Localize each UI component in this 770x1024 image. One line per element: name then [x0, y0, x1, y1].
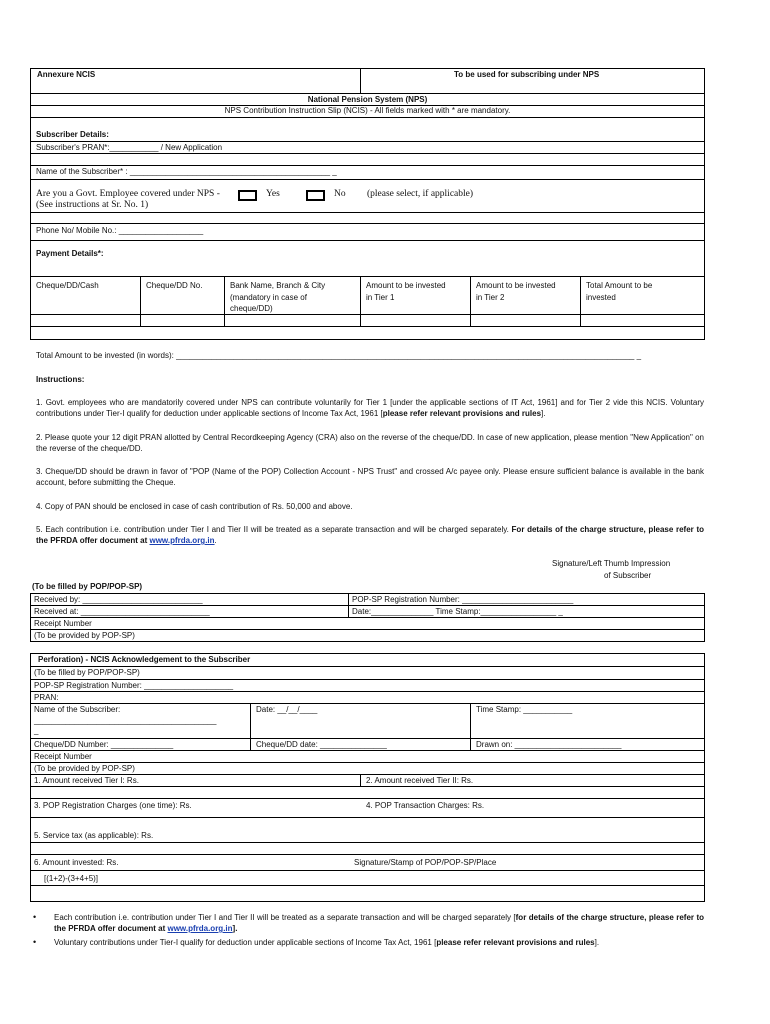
col-amount-tier2: Amount to be invested [476, 281, 556, 290]
footer-note-1: Each contribution i.e. contribution under Tier I and Tier II will be treated as a separate transaction and will be charged separately [for details of the charge structure, please refer to the PFRDA offer document at www.pfrda.org.in]. [54, 913, 704, 933]
bullet-2: • [33, 937, 37, 947]
col-amount-tier2-line2: in Tier 2 [476, 293, 505, 302]
signature-label: Signature/Left Thumb Impression [552, 559, 671, 568]
ack-filled-by: (To be filled by POP/POP-SP) [34, 668, 140, 677]
instruction-1: 1. Govt. employees who are mandatorily covered under NPS can contribute voluntarily for Tier 1 [under the applicable sections of IT Act, 1961] and for Tier 2 vide this NCIS. Voluntary contributions under Tier-I qualify for deduction under applicable sections of Income Tax Act, 1961 [please refer relevant provisions and rules]. [36, 398, 704, 418]
bullet-1: • [33, 912, 37, 922]
select-note: (please select, if applicable) [367, 189, 474, 199]
ack-amount-tier2-field[interactable]: 2. Amount received Tier II: Rs. [366, 776, 474, 785]
received-at-field[interactable]: Received at: _____________________________ [34, 607, 210, 616]
system-title: National Pension System (NPS) [307, 95, 428, 104]
subscriber-heading: Subscriber Details: [36, 130, 109, 139]
ack-cheque-number-field[interactable]: Cheque/DD Number: ______________ [34, 740, 174, 749]
signature-label-2: of Subscriber [604, 571, 652, 580]
no-label: No [334, 189, 346, 199]
instructions-reference: (See instructions at Sr. No. 1) [36, 200, 149, 210]
footer-note-2: Voluntary contributions under Tier-I qualify for deduction under applicable sections of Income Tax Act, 1961 [please refer relevant provisions and rules]. [54, 938, 600, 947]
instruction-2: 2. Please quote your 12 digit PRAN allotted by Central Recordkeeping Agency (CRA) also on the reverse of the cheque/DD. In case of new application, please mention "New Application" on the reverse of the cheque/DD. [36, 433, 704, 453]
instruction-3: 3. Cheque/DD should be drawn in favor of "POP (Name of the POP) Collection Account - NPS Trust" and crossed A/c payee only. Please ensure sufficient balance is available in the bank account, before submitting the Cheque. [36, 467, 704, 487]
pran-field[interactable]: Subscriber's PRAN*:___________ / New Application [36, 143, 223, 152]
slip-subtitle: NPS Contribution Instruction Slip (NCIS) - All fields marked with * are mandatory. [224, 106, 511, 115]
col-bank-name-line3: cheque/DD) [230, 304, 273, 313]
phone-field[interactable]: Phone No/ Mobile No.: ___________________ [36, 226, 204, 235]
ack-reg-charges-field[interactable]: 3. POP Registration Charges (one time): Rs. [34, 801, 192, 810]
ack-provided-by-label: (To be provided by POP-SP) [34, 764, 135, 773]
ack-service-tax-field[interactable]: 5. Service tax (as applicable): Rs. [34, 831, 154, 840]
ack-formula: [(1+2)-(3+4+5)] [44, 874, 99, 883]
footer-pfrda-link[interactable]: www.pfrda.org.in [167, 924, 233, 933]
ack-pran-field[interactable]: PRAN: [34, 693, 59, 702]
govt-employee-question: Are you a Govt. Employee covered under NPS - [36, 189, 220, 199]
yes-checkbox[interactable] [238, 190, 257, 201]
pop-heading: (To be filled by POP/POP-SP) [32, 582, 143, 591]
ack-txn-charges-field[interactable]: 4. POP Transaction Charges: Rs. [366, 801, 485, 810]
ack-drawn-on-field[interactable]: Drawn on: ________________________ [476, 740, 622, 749]
subscriber-name-field[interactable]: Name of the Subscriber* : _____________________________________________ _ [36, 167, 337, 176]
col-bank-name: Bank Name, Branch & City [230, 281, 326, 290]
col-total-amount: Total Amount to be [586, 281, 653, 290]
ack-receipt-number-label: Receipt Number [34, 752, 92, 761]
ack-cheque-date-field[interactable]: Cheque/DD date: _______________ [256, 740, 387, 749]
ack-amount-tier1-field[interactable]: 1. Amount received Tier I: Rs. [34, 776, 139, 785]
ack-subscriber-name-label: Name of the Subscriber: [34, 705, 121, 714]
ack-date-field[interactable]: Date: __/__/____ [256, 705, 318, 714]
payment-heading: Payment Details*: [36, 249, 104, 258]
col-cheque-no: Cheque/DD No. [146, 281, 203, 290]
purpose-label: To be used for subscribing under NPS [454, 70, 600, 79]
col-bank-name-line2: (mandatory in case of [230, 293, 307, 302]
ack-subscriber-name-line[interactable]: _________________________________________ [34, 716, 217, 725]
date-time-field[interactable]: Date:______________ Time Stamp:_________________ _ [352, 607, 563, 616]
ack-heading: Perforation) - NCIS Acknowledgement to the Subscriber [38, 655, 251, 664]
yes-label: Yes [266, 189, 280, 199]
ack-signature-stamp-label: Signature/Stamp of POP/POP-SP/Place [354, 858, 497, 867]
col-payment-mode: Cheque/DD/Cash [36, 281, 99, 290]
ack-pop-sp-reg-field[interactable]: POP-SP Registration Number: ____________________ [34, 681, 234, 690]
ack-subscriber-name-line2: _ [34, 726, 39, 735]
annexure-label: Annexure NCIS [37, 70, 96, 79]
ack-time-stamp-field[interactable]: Time Stamp: ___________ [476, 705, 573, 714]
col-amount-tier1: Amount to be invested [366, 281, 446, 290]
pfrda-link[interactable]: www.pfrda.org.in [149, 536, 215, 545]
col-amount-tier1-line2: in Tier 1 [366, 293, 395, 302]
provided-by-label: (To be provided by POP-SP) [34, 631, 135, 640]
instructions-heading: Instructions: [36, 375, 85, 384]
instruction-5: 5. Each contribution i.e. contribution under Tier I and Tier II will be treated as a separate transaction and will be charged separately. For details of the charge structure, please refer to the PFRDA offer document at www.pfrda.org.in. [36, 525, 704, 545]
ack-amount-invested-field[interactable]: 6. Amount invested: Rs. [34, 858, 119, 867]
pop-sp-reg-field[interactable]: POP-SP Registration Number: _________________________ [352, 595, 574, 604]
no-checkbox[interactable] [306, 190, 325, 201]
col-total-amount-line2: invested [586, 293, 616, 302]
total-in-words-field[interactable]: Total Amount to be invested (in words): _______________________________________________________________________________________________________ _ [36, 351, 642, 360]
received-by-field[interactable]: Received by: ___________________________ [34, 595, 203, 604]
receipt-number-label: Receipt Number [34, 619, 92, 628]
instruction-4: 4. Copy of PAN should be enclosed in case of cash contribution of Rs. 50,000 and above. [36, 502, 353, 511]
